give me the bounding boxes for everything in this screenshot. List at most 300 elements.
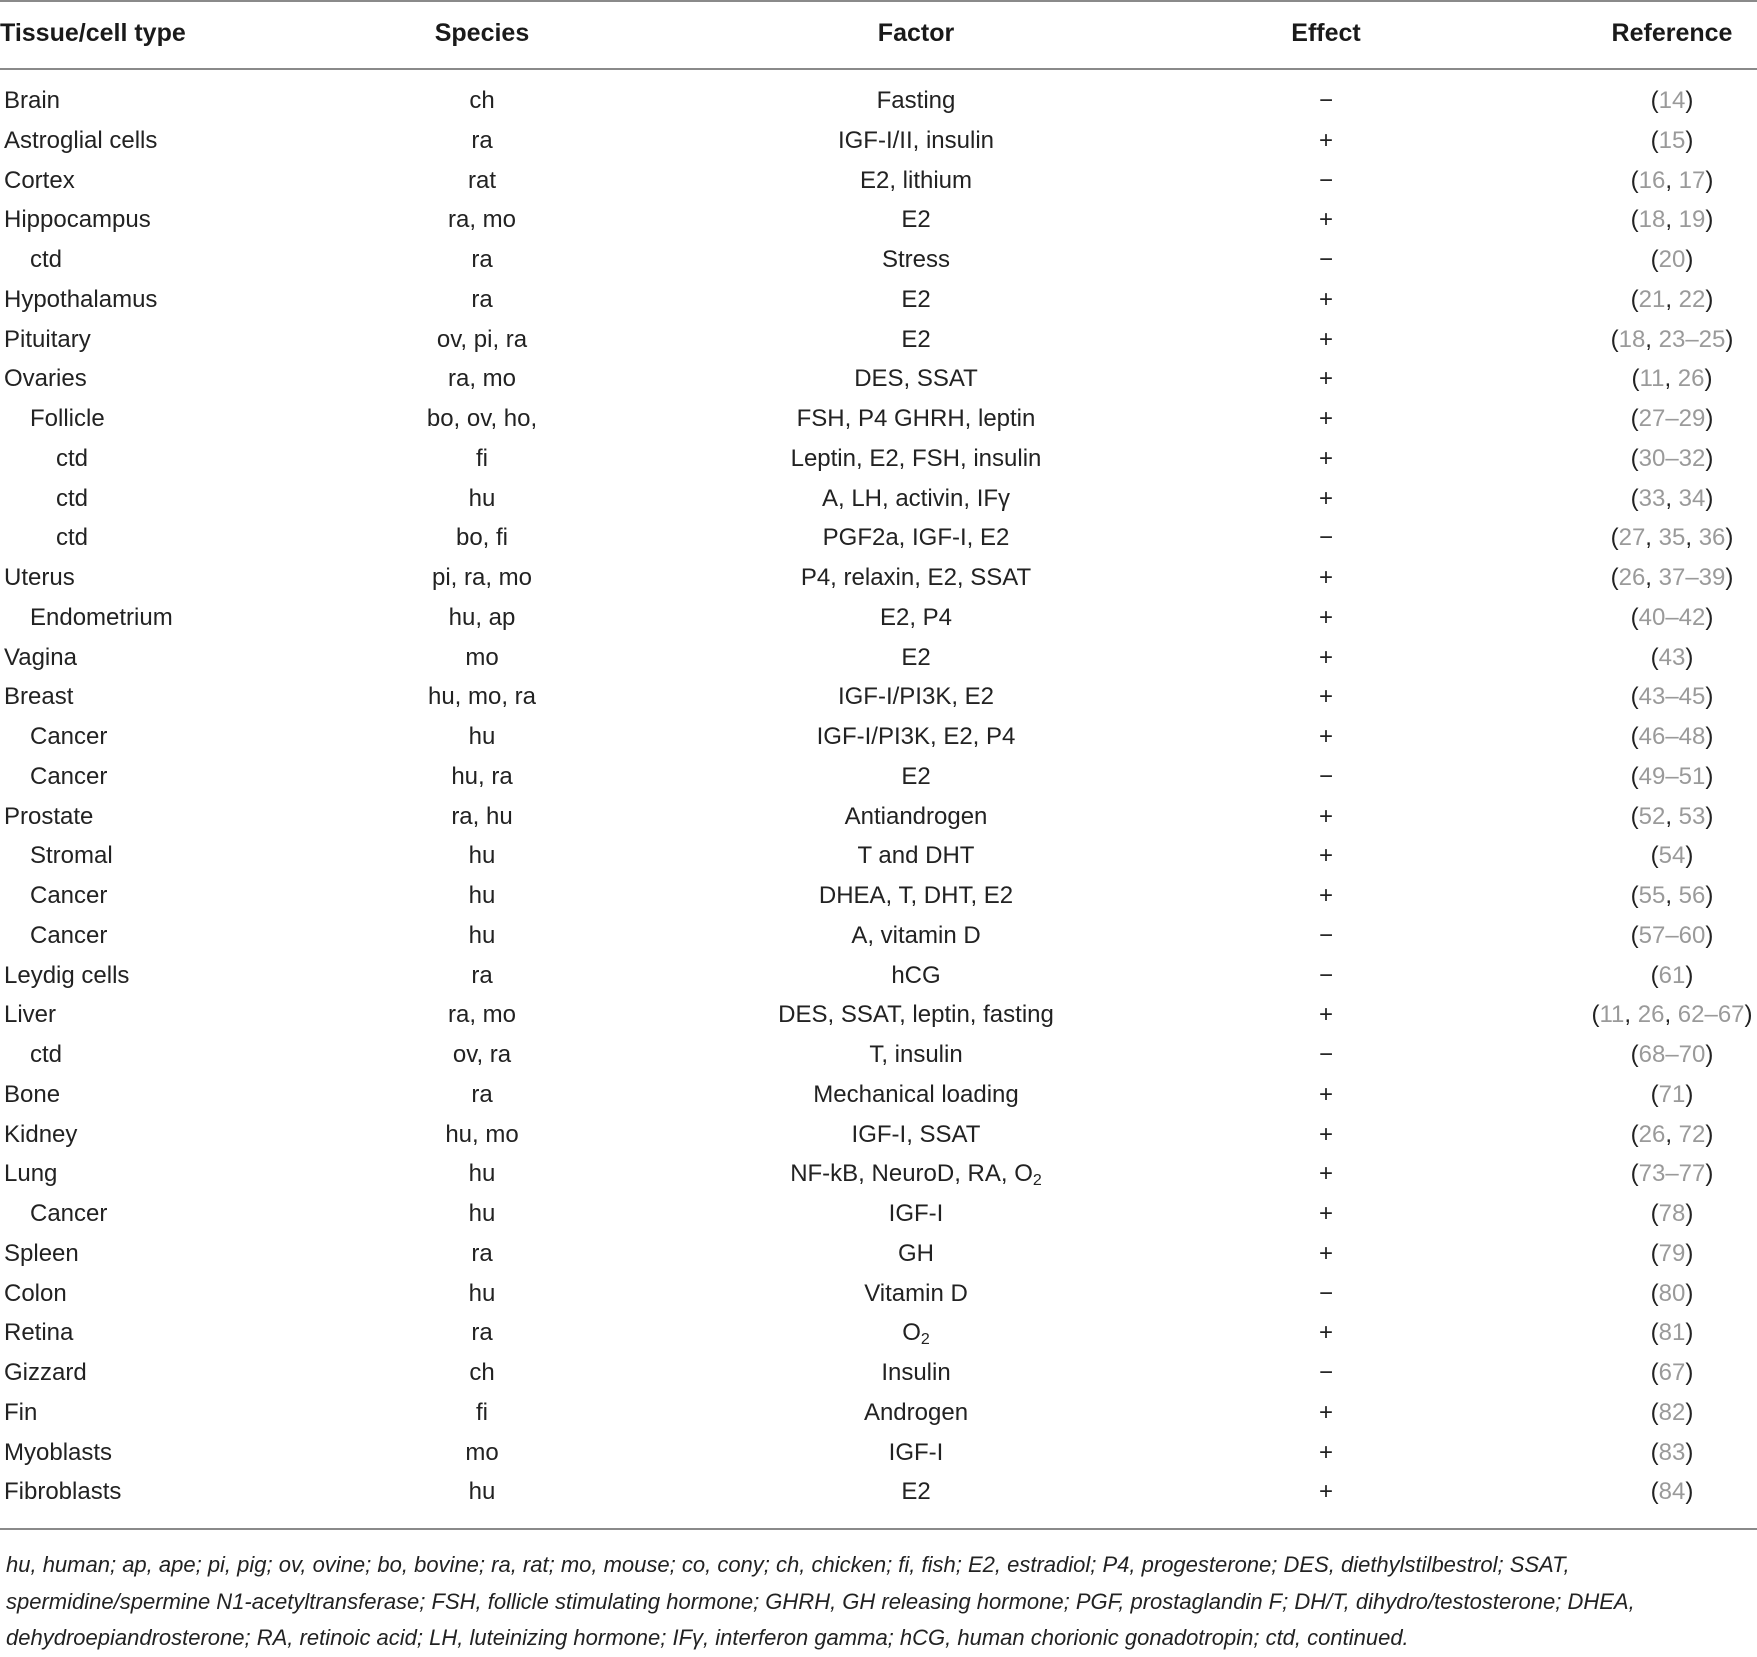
reference-link[interactable]: 72 [1678, 1120, 1706, 1148]
reference-link[interactable]: 22 [1678, 285, 1706, 313]
cell-species: mo [465, 643, 499, 671]
table-row [0, 240, 1757, 280]
cell-reference: (21, 22) [1630, 285, 1714, 313]
cell-factor-text: E2 [901, 643, 931, 671]
cell-effect: + [1318, 1001, 1333, 1029]
cell-tissue: Bone [4, 1080, 61, 1108]
reference-link[interactable]: 33 [1638, 484, 1666, 512]
cell-factor-text: A, vitamin D [851, 921, 981, 949]
table-row [0, 81, 1757, 121]
cell-tissue: Hippocampus [4, 206, 151, 234]
reference-link[interactable]: 81 [1658, 1319, 1686, 1347]
cell-effect: − [1318, 1041, 1333, 1068]
cell-tissue: Liver [4, 1001, 57, 1029]
cell-reference: (82) [1650, 1398, 1694, 1426]
cell-species: fi [476, 1398, 488, 1426]
cell-species: hu, mo [445, 1120, 519, 1148]
cell-factor-text: NF-kB, NeuroD, RA, O [790, 1160, 1033, 1188]
reference-link[interactable]: 18 [1638, 206, 1666, 234]
cell-tissue: Brain [4, 87, 61, 114]
cell-factor [716, 161, 1116, 201]
cell-tissue: Cancer [30, 762, 108, 790]
bottom-rule [0, 1528, 1757, 1530]
reference-link[interactable]: 26 [1638, 1120, 1666, 1148]
cell-tissue: Gizzard [4, 1359, 87, 1386]
cell-reference: (26, 37–39) [1610, 564, 1734, 591]
cell-factor [716, 995, 1116, 1035]
cell-factor [716, 1075, 1116, 1115]
reference-link[interactable]: 11 [1599, 1001, 1625, 1029]
table-row [0, 1234, 1757, 1274]
cell-reference: (27, 35, 36) [1610, 524, 1734, 552]
table-row [0, 717, 1757, 757]
cell-effect: + [1318, 1160, 1333, 1188]
cell-reference: (15) [1650, 126, 1694, 154]
cell-factor [716, 121, 1116, 161]
table-row [0, 956, 1757, 996]
cell-reference: (11, 26) [1631, 365, 1713, 393]
cell-effect: + [1318, 1120, 1333, 1148]
reference-link[interactable]: 30–32 [1638, 444, 1706, 472]
cell-effect: + [1318, 444, 1333, 472]
cell-species: ra [471, 1080, 493, 1108]
cell-tissue: Uterus [4, 564, 75, 591]
cell-factor-text: E2 [901, 1478, 931, 1506]
reference-link[interactable]: 57–60 [1638, 921, 1706, 949]
cell-species: bo, fi [455, 524, 509, 552]
reference-link[interactable]: 78 [1658, 1200, 1686, 1227]
cell-factor-text: E2 [901, 325, 931, 353]
cell-species: ch [469, 1359, 495, 1386]
table-row [0, 995, 1757, 1035]
cell-factor-text: IGF-I/PI3K, E2 [837, 683, 995, 711]
cell-reference: (18, 23–25) [1610, 325, 1734, 353]
cell-factor [716, 916, 1116, 956]
cell-factor-text: Leptin, E2, FSH, insulin [790, 444, 1042, 472]
cell-effect: − [1318, 1279, 1333, 1307]
cell-effect: + [1318, 126, 1333, 154]
cell-reference: (80) [1650, 1279, 1694, 1307]
cell-factor-text: Fasting [876, 87, 956, 114]
cell-effect: + [1318, 564, 1333, 591]
cell-factor [716, 797, 1116, 837]
cell-reference: (55, 56) [1630, 882, 1714, 909]
cell-species: hu, ap [448, 603, 516, 631]
cell-factor-text: E2 [901, 762, 931, 790]
cell-effect: + [1318, 206, 1333, 234]
cell-factor-text: Androgen [863, 1398, 969, 1426]
cell-factor [716, 1313, 1116, 1353]
cell-reference: (73–77) [1630, 1160, 1714, 1188]
cell-factor-subscript: 2 [920, 1331, 930, 1349]
reference-link[interactable]: 82 [1658, 1398, 1686, 1426]
cell-effect: + [1318, 842, 1333, 870]
cell-factor-subscript: 2 [1032, 1172, 1042, 1190]
cell-reference: (20) [1650, 246, 1694, 273]
reference-link[interactable]: 20 [1658, 246, 1686, 273]
cell-reference: (18, 19) [1630, 206, 1714, 234]
reference-link[interactable]: 34 [1678, 484, 1706, 512]
reference-link[interactable]: 80 [1658, 1279, 1686, 1307]
cell-reference: (16, 17) [1630, 166, 1714, 194]
reference-link[interactable]: 61 [1658, 961, 1686, 989]
cell-factor [716, 240, 1116, 280]
cell-tissue: ctd [56, 524, 89, 552]
cell-factor [716, 717, 1116, 757]
cell-factor [716, 1194, 1116, 1234]
reference-link[interactable]: 68–70 [1638, 1041, 1706, 1068]
table-body [0, 81, 1757, 1512]
table-row [0, 638, 1757, 678]
cell-factor [716, 1353, 1116, 1393]
cell-reference: (52, 53) [1630, 802, 1714, 830]
cell-effect: − [1318, 87, 1333, 114]
cell-reference: (40–42) [1630, 603, 1714, 631]
reference-link[interactable]: 53 [1678, 802, 1706, 830]
cell-reference: (30–32) [1630, 444, 1714, 472]
cell-effect: + [1318, 405, 1333, 432]
reference-link[interactable]: 46–48 [1638, 723, 1706, 750]
cell-effect: + [1318, 1438, 1333, 1466]
reference-link[interactable]: 55 [1638, 882, 1666, 909]
cell-effect: + [1318, 325, 1333, 353]
table-row [0, 1393, 1757, 1433]
cell-tissue: Retina [4, 1319, 74, 1347]
table-row [0, 1472, 1757, 1512]
cell-factor-text: Antiandrogen [844, 802, 988, 830]
table-row [0, 399, 1757, 439]
cell-effect: + [1318, 1398, 1333, 1426]
reference-link[interactable]: 49–51 [1638, 762, 1706, 790]
reference-link[interactable]: 16 [1638, 166, 1666, 194]
cell-factor-text: DES, SSAT, leptin, fasting [778, 1001, 1054, 1029]
reference-link[interactable]: 27 [1618, 524, 1646, 552]
reference-link[interactable]: 23–25 [1658, 325, 1726, 353]
cell-tissue: ctd [56, 484, 89, 512]
header-tissue: Tissue/cell type [0, 19, 186, 47]
cell-reference: (54) [1650, 842, 1694, 870]
cell-factor [716, 558, 1116, 598]
cell-effect: − [1318, 1359, 1333, 1386]
cell-tissue: Follicle [30, 405, 105, 432]
cell-factor-text: IGF-I/II, insulin [837, 126, 995, 154]
table-row [0, 876, 1757, 916]
cell-tissue: Cancer [30, 723, 108, 750]
table-row [0, 200, 1757, 240]
table-row [0, 836, 1757, 876]
cell-tissue: Prostate [4, 802, 94, 830]
cell-factor [716, 1274, 1116, 1314]
cell-effect: − [1318, 961, 1333, 989]
cell-factor-text: P4, relaxin, E2, SSAT [800, 564, 1032, 591]
table-row [0, 916, 1757, 956]
cell-species: rat [467, 166, 496, 194]
cell-factor-text: O [902, 1319, 921, 1347]
reference-link[interactable]: 35 [1658, 524, 1686, 552]
table-row [0, 677, 1757, 717]
cell-tissue: Kidney [4, 1120, 78, 1148]
reference-link[interactable]: 84 [1658, 1478, 1686, 1506]
cell-effect: + [1318, 1478, 1333, 1506]
cell-species: ch [469, 87, 495, 114]
table-row [0, 1035, 1757, 1075]
cell-tissue: Cancer [30, 1200, 108, 1227]
cell-factor-text: DHEA, T, DHT, E2 [818, 882, 1014, 909]
reference-link[interactable]: 21 [1638, 285, 1666, 313]
cell-effect: − [1318, 166, 1333, 194]
cell-species: hu, mo, ra [427, 683, 537, 711]
table-row [0, 1194, 1757, 1234]
cell-factor [716, 280, 1116, 320]
reference-link[interactable]: 14 [1658, 87, 1686, 114]
cell-tissue: Leydig cells [4, 961, 130, 989]
table-row [0, 558, 1757, 598]
reference-link[interactable]: 27–29 [1638, 405, 1706, 432]
reference-link[interactable]: 40–42 [1638, 603, 1706, 631]
header-factor: Factor [877, 19, 955, 47]
cell-factor [716, 598, 1116, 638]
cell-species: ra [471, 961, 493, 989]
reference-link[interactable]: 36 [1698, 524, 1726, 552]
table-row [0, 1433, 1757, 1473]
table-row [0, 320, 1757, 360]
reference-link[interactable]: 15 [1658, 126, 1686, 154]
table-row [0, 1115, 1757, 1155]
cell-effect: + [1318, 285, 1333, 313]
cell-tissue: ctd [30, 1041, 63, 1068]
cell-reference: (57–60) [1630, 921, 1714, 949]
cell-tissue: Cancer [30, 921, 108, 949]
cell-species: hu, ra [451, 762, 513, 790]
cell-species: ra [471, 1319, 493, 1347]
cell-tissue: ctd [30, 246, 63, 273]
cell-species: hu [468, 1200, 496, 1227]
cell-species: mo [465, 1438, 499, 1466]
reference-link[interactable]: 19 [1678, 206, 1706, 234]
reference-link[interactable]: 54 [1658, 842, 1686, 870]
cell-species: ra [471, 126, 493, 154]
cell-factor-text: PGF2a, IGF-I, E2 [822, 524, 1010, 552]
cell-reference: (43–45) [1630, 683, 1714, 711]
cell-species: ra, hu [451, 802, 513, 830]
cell-tissue: Myoblasts [4, 1438, 113, 1466]
header-effect: Effect [1291, 19, 1361, 47]
cell-species: pi, ra, mo [431, 564, 533, 591]
table-row [0, 161, 1757, 201]
cell-reference: (43) [1650, 643, 1694, 671]
cell-reference: (61) [1650, 961, 1694, 989]
header-species: Species [434, 19, 530, 47]
cell-effect: + [1318, 683, 1333, 711]
reference-link[interactable]: 11 [1639, 365, 1665, 393]
cell-factor [716, 518, 1116, 558]
reference-link[interactable]: 83 [1658, 1438, 1686, 1466]
cell-species: ra, mo [447, 1001, 516, 1029]
cell-tissue: Spleen [4, 1239, 79, 1267]
table-row [0, 797, 1757, 837]
cell-species: hu [468, 1279, 496, 1307]
cell-reference: (68–70) [1630, 1041, 1714, 1068]
cell-factor-text: hCG [891, 961, 941, 989]
cell-species: ov, ra [452, 1041, 512, 1068]
header-rule [0, 68, 1757, 70]
reference-link[interactable]: 43–45 [1638, 683, 1706, 711]
cell-factor [716, 1035, 1116, 1075]
cell-factor-text: GH [898, 1239, 934, 1267]
cell-species: ra [471, 285, 493, 313]
cell-tissue: Astroglial cells [4, 126, 158, 154]
cell-reference: (83) [1650, 1438, 1694, 1466]
cell-effect: + [1318, 802, 1333, 830]
table-footnote: hu, human; ap, ape; pi, pig; ov, ovine; bo, bovine; ra, rat; mo, mouse; co, cony; ch, chicken; fi, fish; E2, estradiol; P4, progesterone; DES, diethylstilbestrol; SSAT, spermidine/spermine N1-acetyltransferase; FSH, follicle stimulating hormone; GHRH, GH releasing hormone; PGF, prostaglandin F; DH/T, dihydro/testosterone; DHEA, dehydroepiandrosterone; RA, retinoic acid; LH, luteinizing hormone; IFγ, interferon gamma; hCG, human chorionic gonadotropin; ctd, continued. [6, 1552, 1635, 1650]
table-row [0, 1154, 1757, 1194]
cell-tissue: Fin [4, 1398, 38, 1426]
cell-factor [716, 836, 1116, 876]
cell-factor-text: Stress [881, 246, 950, 273]
table-row [0, 757, 1757, 797]
cell-species: ra [471, 1239, 493, 1267]
cell-factor-text: A, LH, activin, IFγ [821, 484, 1011, 512]
cell-reference: (79) [1650, 1239, 1694, 1267]
cell-reference: (11, 26, 62–67) [1591, 1001, 1753, 1029]
cell-factor [716, 1393, 1116, 1433]
cell-reference: (46–48) [1630, 723, 1714, 750]
cell-species: hu [468, 1160, 496, 1188]
cell-tissue: Cortex [4, 166, 75, 194]
table-row [0, 598, 1757, 638]
reference-link[interactable]: 62–67 [1677, 1001, 1745, 1029]
reference-link[interactable]: 67 [1658, 1359, 1686, 1386]
cell-reference: (27–29) [1630, 405, 1714, 432]
reference-link[interactable]: 18 [1618, 325, 1646, 353]
cell-factor-text: E2, P4 [879, 603, 953, 631]
cell-factor [716, 1472, 1116, 1512]
table-row [0, 121, 1757, 161]
cell-tissue: ctd [56, 444, 89, 472]
cell-effect: + [1318, 603, 1333, 631]
reference-link[interactable]: 56 [1678, 882, 1706, 909]
cell-species: hu [468, 1478, 496, 1506]
cell-species: fi [476, 444, 488, 472]
cell-reference: (71) [1650, 1080, 1694, 1108]
table-row [0, 280, 1757, 320]
cell-factor [716, 479, 1116, 519]
reference-link[interactable]: 26 [1618, 564, 1646, 591]
cell-factor [716, 320, 1116, 360]
reference-link[interactable]: 26 [1677, 365, 1705, 393]
cell-factor [716, 399, 1116, 439]
cell-effect: + [1318, 1080, 1333, 1108]
cell-reference: (67) [1650, 1359, 1694, 1386]
cell-tissue: Colon [4, 1279, 67, 1307]
table-row [0, 1313, 1757, 1353]
cell-factor-text: IGF-I [888, 1200, 944, 1227]
cell-tissue: Stromal [30, 842, 113, 870]
cell-factor [716, 757, 1116, 797]
cell-factor-text: IGF-I [888, 1438, 944, 1466]
cell-factor [716, 359, 1116, 399]
table-row [0, 1075, 1757, 1115]
cell-effect: + [1318, 723, 1333, 750]
cell-species: ov, pi, ra [436, 325, 528, 353]
cell-tissue: Cancer [30, 882, 108, 909]
cell-factor [716, 876, 1116, 916]
cell-species: hu [468, 723, 496, 750]
reference-link[interactable]: 71 [1658, 1080, 1686, 1108]
cell-factor-text: DES, SSAT [854, 365, 978, 393]
cell-effect: − [1318, 762, 1333, 790]
reference-link[interactable]: 79 [1658, 1239, 1686, 1267]
cell-factor [716, 956, 1116, 996]
cell-factor-text: T and DHT [857, 842, 975, 870]
cell-factor [716, 638, 1116, 678]
cell-factor [716, 200, 1116, 240]
cell-effect: + [1318, 882, 1333, 909]
cell-species: ra, mo [447, 206, 516, 234]
cell-factor-text: Vitamin D [864, 1279, 968, 1307]
cell-factor-text: E2 [901, 206, 931, 234]
table-row [0, 1353, 1757, 1393]
cell-tissue: Endometrium [30, 603, 173, 631]
cell-effect: + [1318, 1319, 1333, 1347]
cell-reference: (14) [1650, 87, 1694, 114]
cell-effect: + [1318, 643, 1333, 671]
table-row [0, 359, 1757, 399]
cell-factor [716, 439, 1116, 479]
cell-tissue: Vagina [4, 643, 77, 671]
cell-effect: + [1318, 1200, 1333, 1227]
reference-link[interactable]: 43 [1658, 643, 1686, 671]
cell-factor [716, 1234, 1116, 1274]
cell-species: hu [468, 842, 496, 870]
reference-link[interactable]: 17 [1678, 166, 1706, 194]
reference-link[interactable]: 26 [1637, 1001, 1665, 1029]
table-row [0, 1274, 1757, 1314]
reference-link[interactable]: 73–77 [1638, 1160, 1706, 1188]
reference-link[interactable]: 37–39 [1658, 564, 1726, 591]
table-row [0, 439, 1757, 479]
cell-factor [716, 1115, 1116, 1155]
cell-tissue: Fibroblasts [4, 1478, 122, 1506]
cell-factor [716, 1433, 1116, 1473]
header-reference: Reference [1611, 19, 1733, 47]
cell-factor [716, 81, 1116, 121]
cell-species: hu [468, 882, 496, 909]
table-row [0, 518, 1757, 558]
cell-factor-text: FSH, P4 GHRH, leptin [796, 405, 1036, 432]
cell-factor-text: Insulin [881, 1359, 951, 1386]
cell-factor-text: IGF-I/PI3K, E2, P4 [816, 723, 1016, 750]
cell-reference: (84) [1650, 1478, 1694, 1506]
cell-tissue: Ovaries [4, 365, 87, 393]
cell-factor [716, 1154, 1116, 1194]
cell-tissue: Lung [4, 1160, 58, 1188]
cell-factor [716, 677, 1116, 717]
cell-factor-text: Mechanical loading [813, 1080, 1019, 1108]
cell-reference: (49–51) [1630, 762, 1714, 790]
cell-effect: − [1318, 246, 1333, 273]
cell-species: ra [471, 246, 493, 273]
cell-effect: + [1318, 484, 1333, 512]
reference-link[interactable]: 52 [1638, 802, 1666, 830]
cell-factor-text: T, insulin [869, 1041, 963, 1068]
cell-tissue: Breast [4, 683, 74, 711]
cell-factor-text: IGF-I, SSAT [851, 1120, 981, 1148]
cell-effect: + [1318, 365, 1333, 393]
cell-tissue: Pituitary [4, 325, 91, 353]
cell-species: bo, ov, ho, [426, 405, 538, 432]
table-row [0, 479, 1757, 519]
